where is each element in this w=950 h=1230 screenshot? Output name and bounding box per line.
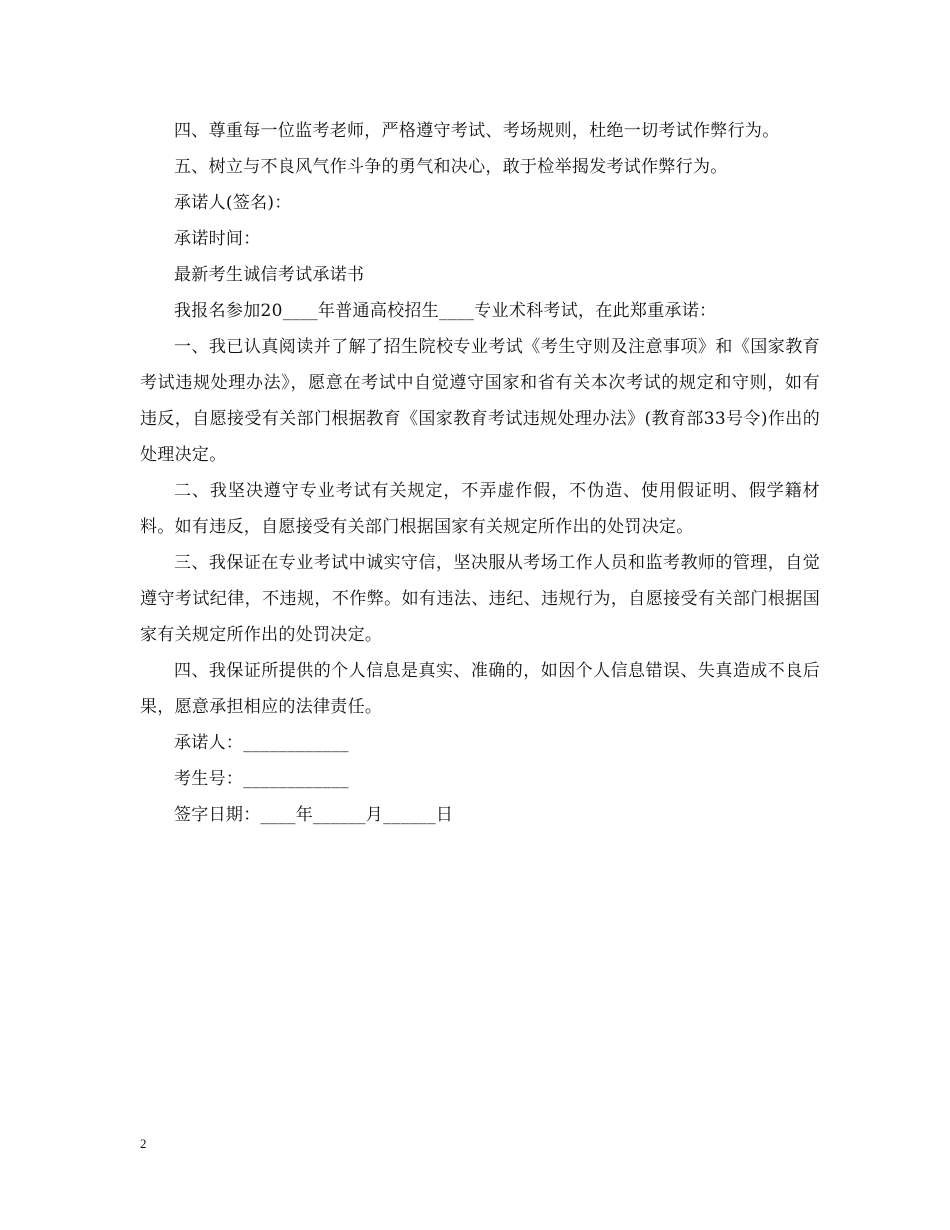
- page-number: 2: [140, 1136, 147, 1151]
- pledge-item-two: 二、我坚决遵守专业考试有关规定，不弄虚作假，不伪造、使用假证明、假学籍材料。如有违反，自愿接受有关部门根据国家有关规定所作出的处罚决定。: [140, 481, 820, 537]
- pledge-item-four: 四、我保证所提供的个人信息是真实、准确的，如因个人信息错误、失真造成不良后果，愿意承担相应的法律责任。: [140, 661, 820, 717]
- pledge-intro: 我报名参加20____年普通高校招生____专业术科考试，在此郑重承诺：: [174, 301, 717, 321]
- pledger-field: 承诺人：____________: [174, 733, 349, 753]
- document-body: [140, 113, 820, 833]
- signature-line: 承诺人(签名)：: [174, 193, 292, 213]
- pledge-time-line: 承诺时间：: [174, 229, 261, 249]
- pledge-item-one: 一、我已认真阅读并了解了招生院校专业考试《考生守则及注意事项》和《国家教育考试违规处理办法》，愿意在考试中自觉遵守国家和省有关本次考试的规定和守则，如有违反，自愿接受有关部门根据教育《国家教育考试违规处理办法》(教育部33号令)作出的处理决定。: [140, 337, 820, 465]
- paragraph-rule-four: 四、尊重每一位监考老师，严格遵守考试、考场规则，杜绝一切考试作弊行为。: [174, 121, 780, 141]
- section-title: 最新考生诚信考试承诺书: [174, 265, 365, 285]
- signing-date-field: 签字日期：____年______月______日: [174, 805, 454, 825]
- pledge-item-three: 三、我保证在专业考试中诚实守信，坚决服从考场工作人员和监考教师的管理，自觉遵守考试纪律，不违规，不作弊。如有违法、违纪、违规行为，自愿接受有关部门根据国家有关规定所作出的处罚决定。: [140, 553, 820, 645]
- candidate-number-field: 考生号：____________: [174, 769, 349, 789]
- paragraph-rule-five: 五、树立与不良风气作斗争的勇气和决心，敢于检举揭发考试作弊行为。: [174, 157, 728, 177]
